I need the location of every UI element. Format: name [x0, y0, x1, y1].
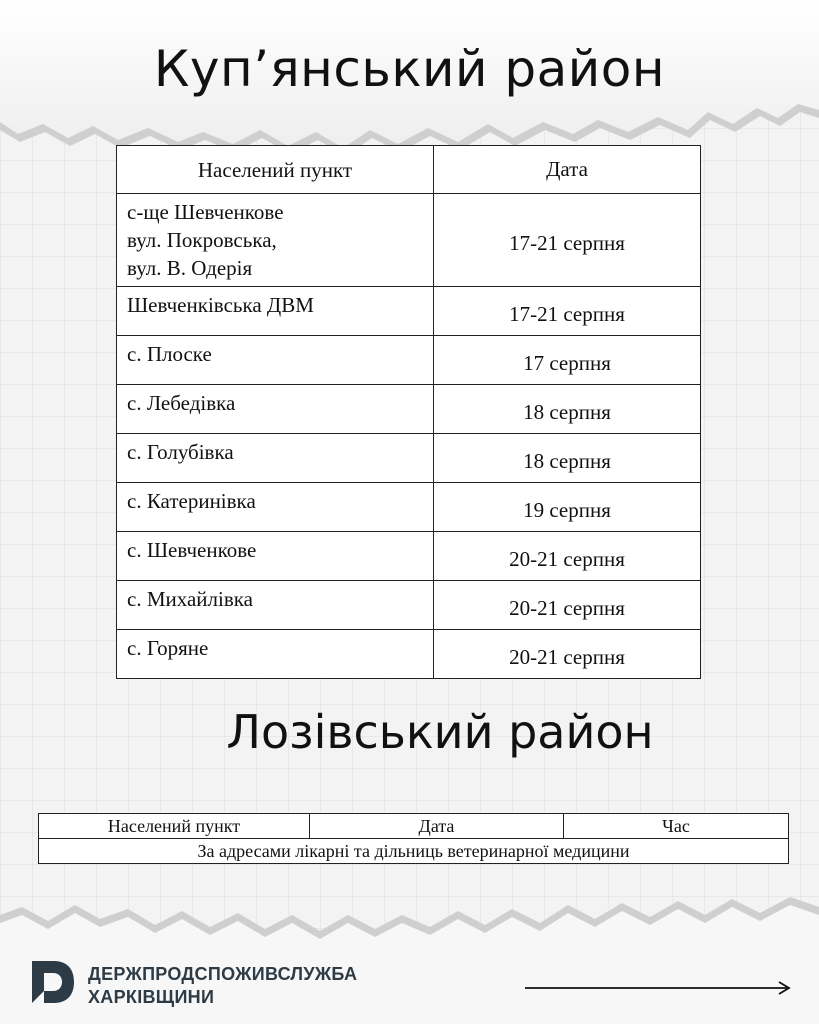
organization-name: [88, 963, 357, 1009]
date-cell: 17 серпня: [434, 336, 701, 385]
date-cell: 20-21 серпня: [434, 581, 701, 630]
table-header-row: [39, 814, 789, 839]
place-cell: с. Катеринівка: [117, 483, 434, 532]
table-row: [117, 434, 701, 483]
table-row: [117, 483, 701, 532]
date-cell: 18 серпня: [434, 385, 701, 434]
table-row: [117, 385, 701, 434]
organization-name-line2: ХАРКІВЩИНИ: [88, 987, 215, 1007]
column-header-place: Населений пункт: [39, 814, 310, 839]
place-cell: с. Плоске: [117, 336, 434, 385]
place-cell: с. Михайлівка: [117, 581, 434, 630]
column-header-date: Дата: [434, 146, 701, 194]
date-cell: 17-21 серпня: [434, 287, 701, 336]
lozova-schedule-table: [38, 813, 789, 864]
table-row: [117, 194, 701, 287]
d-letter-logo-icon: [30, 959, 76, 1005]
column-header-date: Дата: [310, 814, 564, 839]
table-row: [117, 630, 701, 679]
date-cell: 20-21 серпня: [434, 532, 701, 581]
kupiansk-district-title: Куп’янський район: [153, 40, 666, 98]
table-row: [117, 581, 701, 630]
table-row: [39, 839, 789, 864]
place-cell: с-ще Шевченкове вул. Покровська, вул. В. Одерія: [117, 194, 434, 287]
table-row: [117, 336, 701, 385]
right-arrow-icon: [525, 980, 793, 996]
table-header-row: [117, 146, 701, 194]
kupiansk-schedule-table: [116, 145, 701, 679]
date-cell: 19 серпня: [434, 483, 701, 532]
date-cell: 18 серпня: [434, 434, 701, 483]
place-cell: с. Горяне: [117, 630, 434, 679]
note-cell: За адресами лікарні та дільниць ветеринарної медицини: [39, 839, 789, 864]
date-cell: 17-21 серпня: [434, 194, 701, 287]
place-cell: с. Шевченкове: [117, 532, 434, 581]
organization-name-line1: ДЕРЖПРОДСПОЖИВСЛУЖБА: [88, 964, 358, 984]
table-row: [117, 532, 701, 581]
place-cell: с. Голубівка: [117, 434, 434, 483]
table-row: [117, 287, 701, 336]
lozova-district-title: Лозівський район: [226, 705, 654, 759]
place-cell: Шевченківська ДВМ: [117, 287, 434, 336]
date-cell: 20-21 серпня: [434, 630, 701, 679]
column-header-place: Населений пункт: [117, 146, 434, 194]
place-cell: с. Лебедівка: [117, 385, 434, 434]
column-header-time: Час: [564, 814, 789, 839]
